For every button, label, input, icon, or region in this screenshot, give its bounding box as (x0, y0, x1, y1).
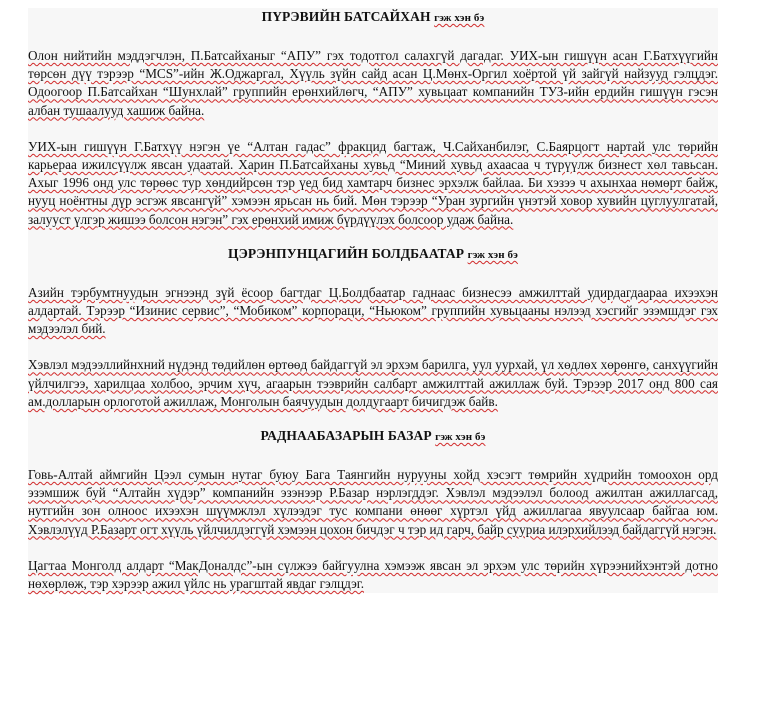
section-title (28, 245, 718, 264)
section-title (28, 427, 718, 446)
section-title (28, 8, 718, 27)
paragraph: Олон нийтийн мэддэгчлэн, П.Батсайханыг “АПУ” гэх тодотгол салахгүй дагадаг. УИХ-ын гишүүн асан Г.Батхүүгийн төрсөн дүү тэрээр “MCS”-ийн Ж.Оджаргал, Хүүль зүйн сайд асан Ц.Мөнх-Оргил хоёртой үй зайгүй найзууд гэлцдэг. Одоогоор П.Батсайхан “Шунхлай” группийн ерөнхийлөгч, “АПУ” хувьцаат компанийн ТУЗ-ийн ердийн гишүүн гэсэн албан тушаалууд хашиж байна. (28, 48, 718, 118)
paragraph: УИХ-ын гишүүн Г.Батхүү нэгэн үе “Алтан гадас” фракцид багтаж, Ч.Сайханбилэг, С.Баярцогт нартай улс төрийн карьераа ижилсүүлж явсан удаатай. Харин П.Батсайханы хувьд “Миний хувьд ахаасаа ч түрүүлж бизнест хөл тавьсан. Ахыг 1996 онд улс төрөөс тур хөндийрсөн тэр үед бид хамтарч бизнес эрхэлж байлаа. Би хэзээ ч ахынхаа нөмөрт байж, нууц ноёнтны дүр эсгэж явсангүй” хэмээн ярьсан нь бий. Мөн тэрээр “Уран зургийн үнэтэй ховор хувийн цуглуулгатай, залууст үлгэр жишээ болсон нэгэн” гэх ерөнхий имиж бүрдүүлэх болсоор удаж байна. (28, 138, 718, 227)
section-title-name: РАДНААБАЗАРЫН БАЗАР (260, 428, 432, 444)
section-title-suffix: гэж хэн бэ (434, 12, 485, 24)
paragraph: Азийн тэрбумтнуудын эгнээнд зүй ёсоор багтдаг Ц.Болдбаатар гаднаас бизнесээ амжилттай удирдагдаараа ихээхэн алдартай. Тэрээр “Изинис сервис”, “Мобиком” корпораци, “Ньюком” группийн хувьцааны нэлээд хэсгийг эзэмшдэг гэх мэдээлэл бий. (28, 284, 718, 337)
section-title-suffix: гэж хэн бэ (467, 248, 518, 261)
section-title-name: ПҮРЭВИЙН БАТСАЙХАН (261, 9, 431, 24)
section-title-name: ЦЭРЭНПУНЦАГИЙН БОЛДБААТАР (228, 245, 465, 261)
document-body (28, 8, 718, 593)
paragraph: Цагтаа Монголд алдарт “МакДоналдс”-ын сүлжээ байгуулна хэмээж явсан эл эрхэм улс төрийн хүрээнийхэнтэй дотно нөхөрлөж, тэр хэрээр ажил үйлс нь урагштай явдаг гэлцдэг. (28, 557, 718, 592)
paragraph: Хэвлэл мэдээллийнхний нүдэнд төдийлөн өртөөд байдаггүй эл эрхэм барилга, уул уурхай, үл хөдлөх хөрөнгө, санхүүгийн үйлчилгээ, харилцаа холбоо, эрчим хүч, агаарын тээврийн салбарт амжилттай ажиллаж буй. Тэрээр 2017 онд 800 сая ам.долларын орлоготой ажиллаж, Монголын баячуудын долдугаарт бичигдэж байв. (28, 357, 718, 409)
section-title-suffix: гэж хэн бэ (435, 431, 486, 444)
paragraph: Говь-Алтай аймгийн Цээл сумын нутаг буюу Бага Таянгийн нурууны хойд хэсэгт төмрийн хүдрийн томоохон орд эзэмшиж буй “Алтайн хүдэр” компанийн эзэнээр Р.Базар нэрлэгддэг. Хэвлэл мэдээлэл болоод ажилтан ажиллагсад, нутгийн зон олноос ихээхэн шүүмжлэл хүлээдэг тус компани өнөөг хүртэл үйд ажиллагаа явуулсаар байгаа юм. Хэвлэлүүд Р.Базарт огт хүүль үйлчилдэггүй хэмээн цохон бичдэг ч тэр ид гарч, байр сууриа илэрхийлээд байдаггүй нэгэн. (28, 467, 718, 537)
